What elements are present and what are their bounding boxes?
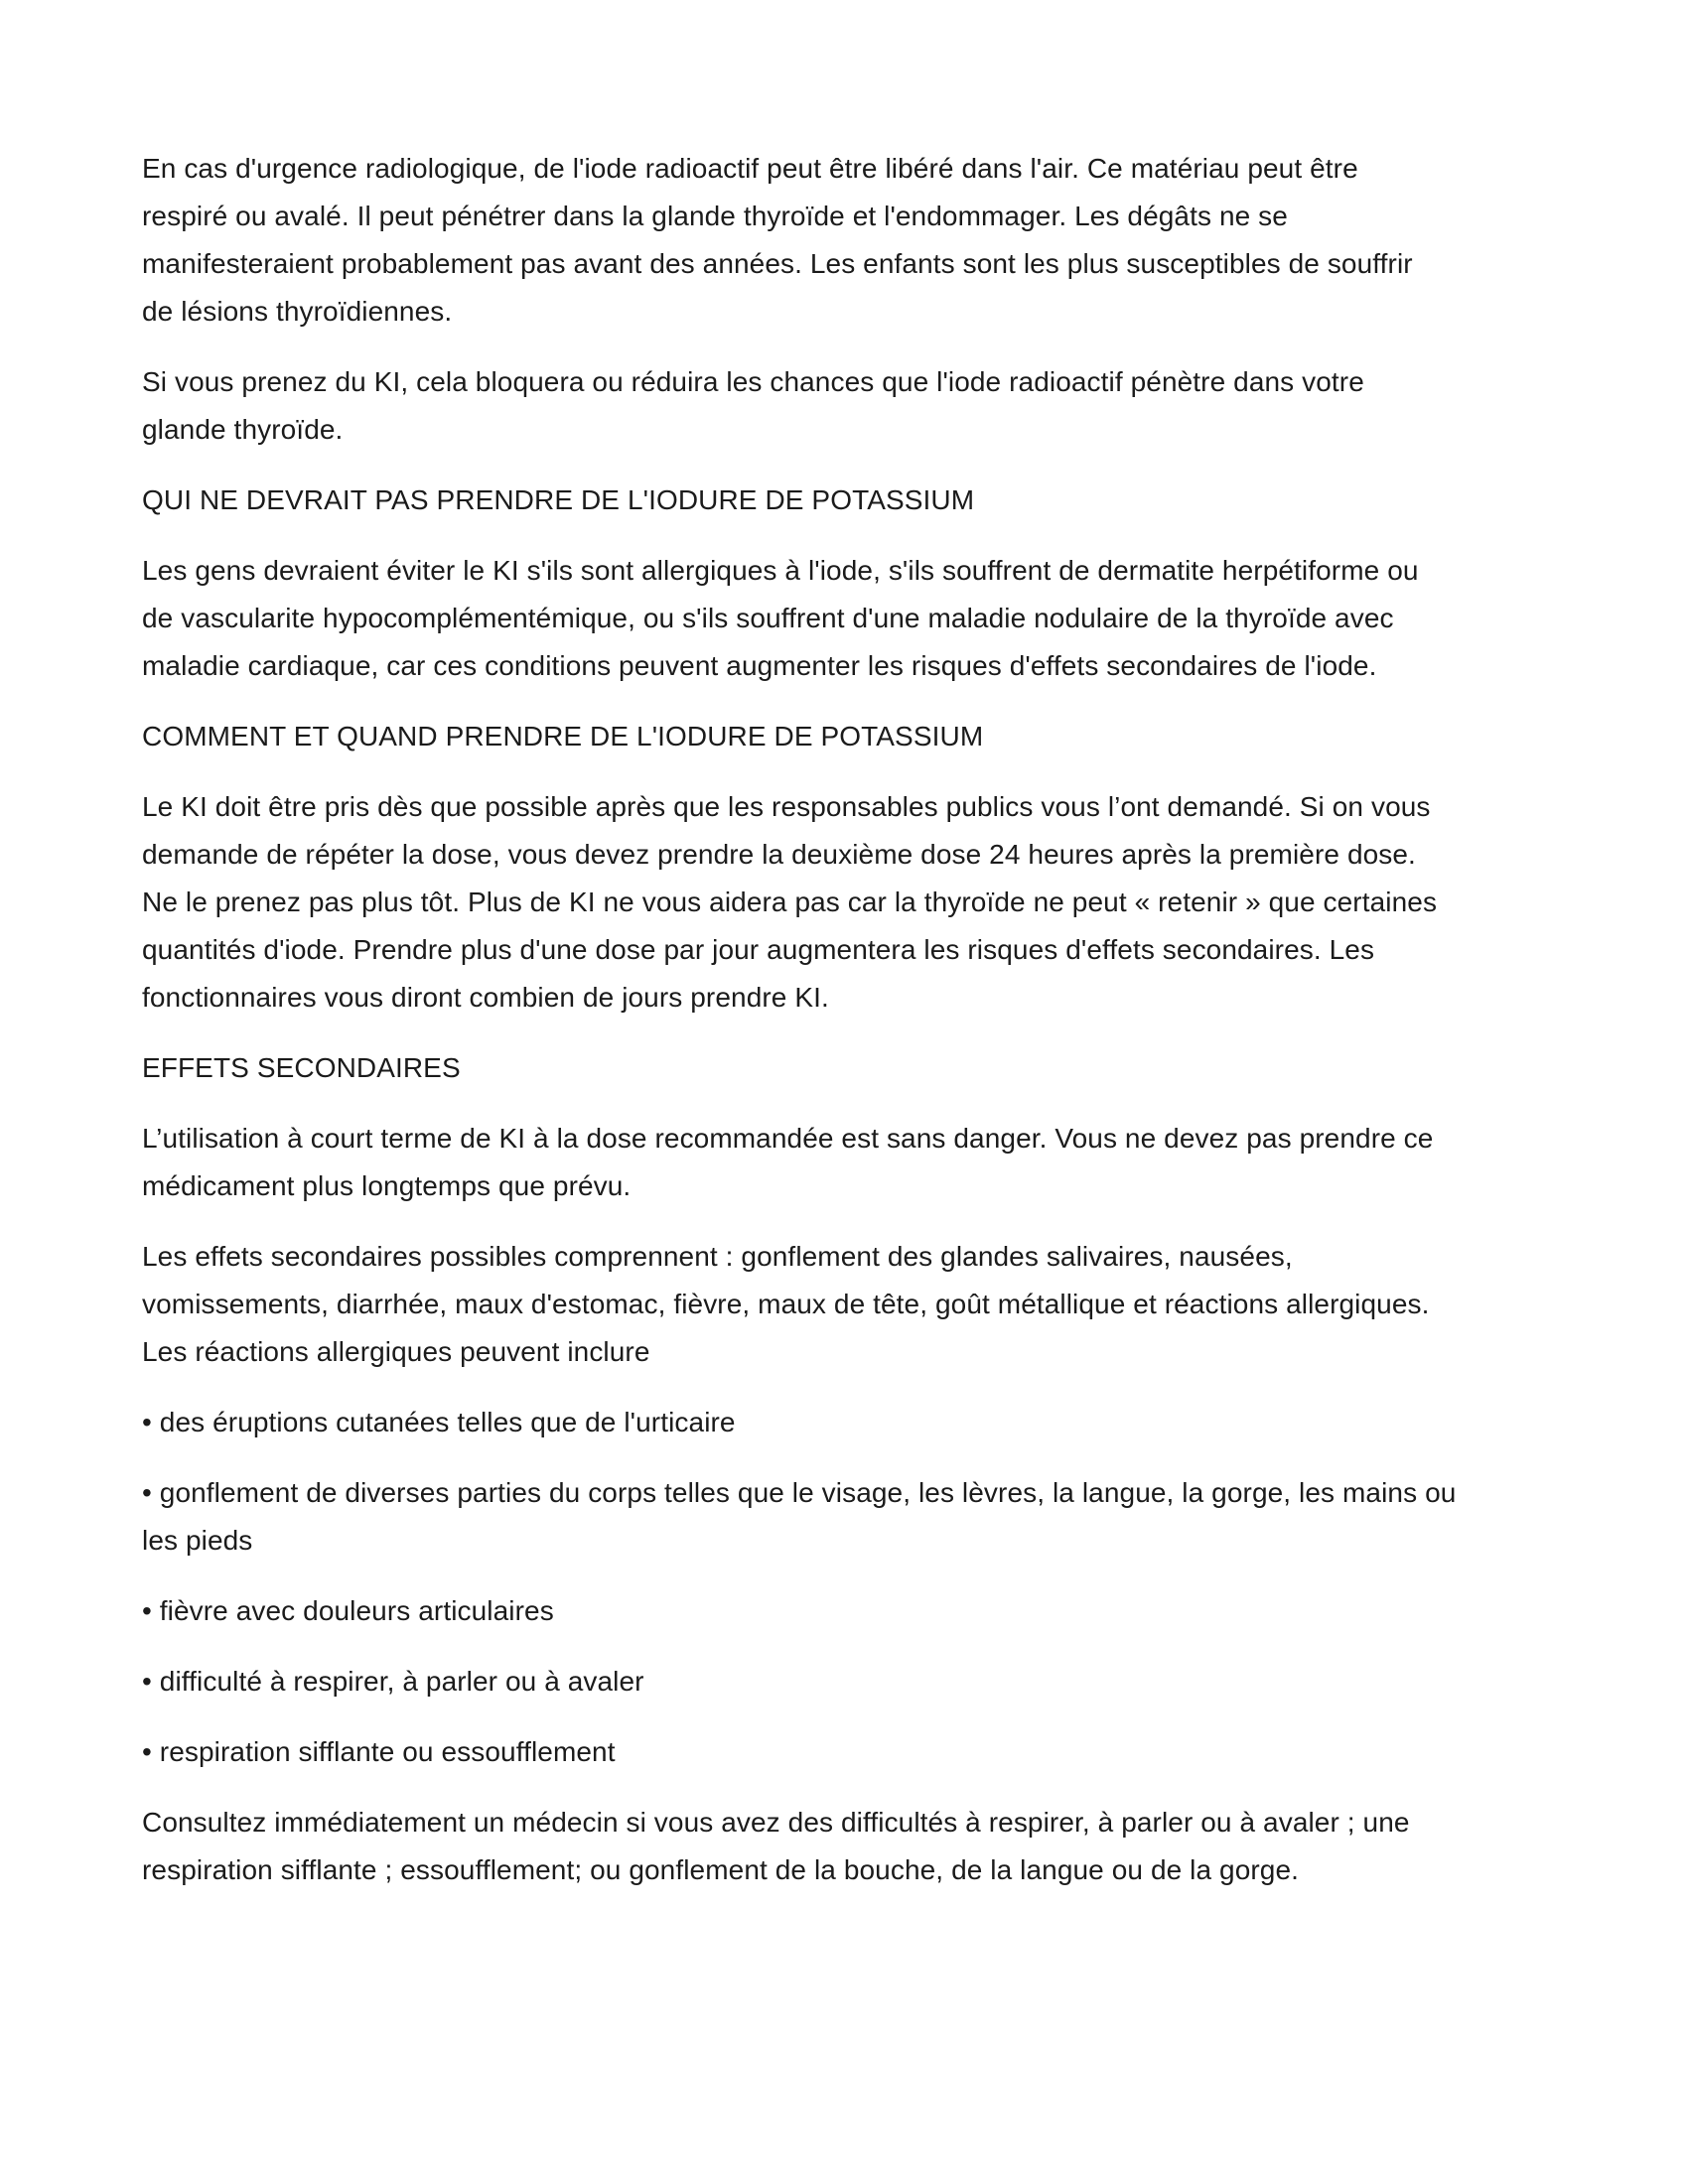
text-line: glande thyroïde. [142, 414, 344, 445]
text-line: EFFETS SECONDAIRES [142, 1052, 461, 1083]
bullet-item [142, 1587, 1612, 1635]
text-line: • fièvre avec douleurs articulaires [142, 1595, 554, 1626]
text-line: Les gens devraient éviter le KI s'ils sont allergiques à l'iode, s'ils souffrent de dermatite herpétiforme ou [142, 555, 1419, 586]
paragraph [142, 1799, 1612, 1894]
heading [142, 477, 1612, 524]
text-line: demande de répéter la dose, vous devez prendre la deuxième dose 24 heures après la première dose. [142, 839, 1416, 870]
text-line: • difficulté à respirer, à parler ou à avaler [142, 1666, 644, 1697]
heading [142, 713, 1612, 760]
text-line: manifesteraient probablement pas avant des années. Les enfants sont les plus susceptibles de souffrir [142, 248, 1413, 279]
text-line: COMMENT ET QUAND PRENDRE DE L'IODURE DE POTASSIUM [142, 721, 984, 751]
text-line: Consultez immédiatement un médecin si vous avez des difficultés à respirer, à parler ou à avaler ; une [142, 1807, 1410, 1838]
bullet-item [142, 1399, 1612, 1446]
text-line: • respiration sifflante ou essoufflement [142, 1736, 616, 1767]
text-line: maladie cardiaque, car ces conditions peuvent augmenter les risques d'effets secondaires de l'iode. [142, 650, 1377, 681]
text-line: quantités d'iode. Prendre plus d'une dose par jour augmentera les risques d'effets secondaires. Les [142, 934, 1375, 965]
text-line: • des éruptions cutanées telles que de l'urticaire [142, 1407, 736, 1437]
text-line: En cas d'urgence radiologique, de l'iode radioactif peut être libéré dans l'air. Ce matériau peut être [142, 153, 1358, 184]
text-line: • gonflement de diverses parties du corps telles que le visage, les lèvres, la langue, la gorge, les mains ou [142, 1477, 1457, 1508]
paragraph [142, 783, 1612, 1022]
text-line: de lésions thyroïdiennes. [142, 296, 453, 327]
text-line: L’utilisation à court terme de KI à la dose recommandée est sans danger. Vous ne devez pas prendre ce [142, 1123, 1434, 1154]
paragraph [142, 358, 1612, 454]
heading [142, 1044, 1612, 1092]
text-line: Les effets secondaires possibles comprennent : gonflement des glandes salivaires, nausées, [142, 1241, 1293, 1272]
text-line: médicament plus longtemps que prévu. [142, 1170, 632, 1201]
text-line: vomissements, diarrhée, maux d'estomac, fièvre, maux de tête, goût métallique et réactions allergiques. [142, 1289, 1430, 1319]
paragraph [142, 1233, 1612, 1376]
text-line: Si vous prenez du KI, cela bloquera ou réduira les chances que l'iode radioactif pénètre dans votre [142, 366, 1364, 397]
bullet-item [142, 1469, 1612, 1565]
paragraph [142, 145, 1612, 336]
text-line: QUI NE DEVRAIT PAS PRENDRE DE L'IODURE DE POTASSIUM [142, 484, 975, 515]
text-line: Le KI doit être pris dès que possible après que les responsables publics vous l’ont demandé. Si on vous [142, 791, 1431, 822]
bullet-item [142, 1658, 1612, 1706]
text-line: fonctionnaires vous diront combien de jours prendre KI. [142, 982, 829, 1013]
bullet-item [142, 1728, 1612, 1776]
text-line: Ne le prenez pas plus tôt. Plus de KI ne vous aidera pas car la thyroïde ne peut « retenir » que certaines [142, 887, 1438, 917]
text-line: les pieds [142, 1525, 253, 1556]
text-line: de vascularite hypocomplémentémique, ou s'ils souffrent d'une maladie nodulaire de la thyroïde avec [142, 603, 1394, 633]
text-line: Les réactions allergiques peuvent inclure [142, 1336, 650, 1367]
text-line: respiré ou avalé. Il peut pénétrer dans la glande thyroïde et l'endommager. Les dégâts ne se [142, 201, 1288, 231]
paragraph [142, 1115, 1612, 1210]
document-content [142, 145, 1612, 1917]
text-line: respiration sifflante ; essoufflement; ou gonflement de la bouche, de la langue ou de la gorge. [142, 1854, 1300, 1885]
paragraph [142, 547, 1612, 690]
